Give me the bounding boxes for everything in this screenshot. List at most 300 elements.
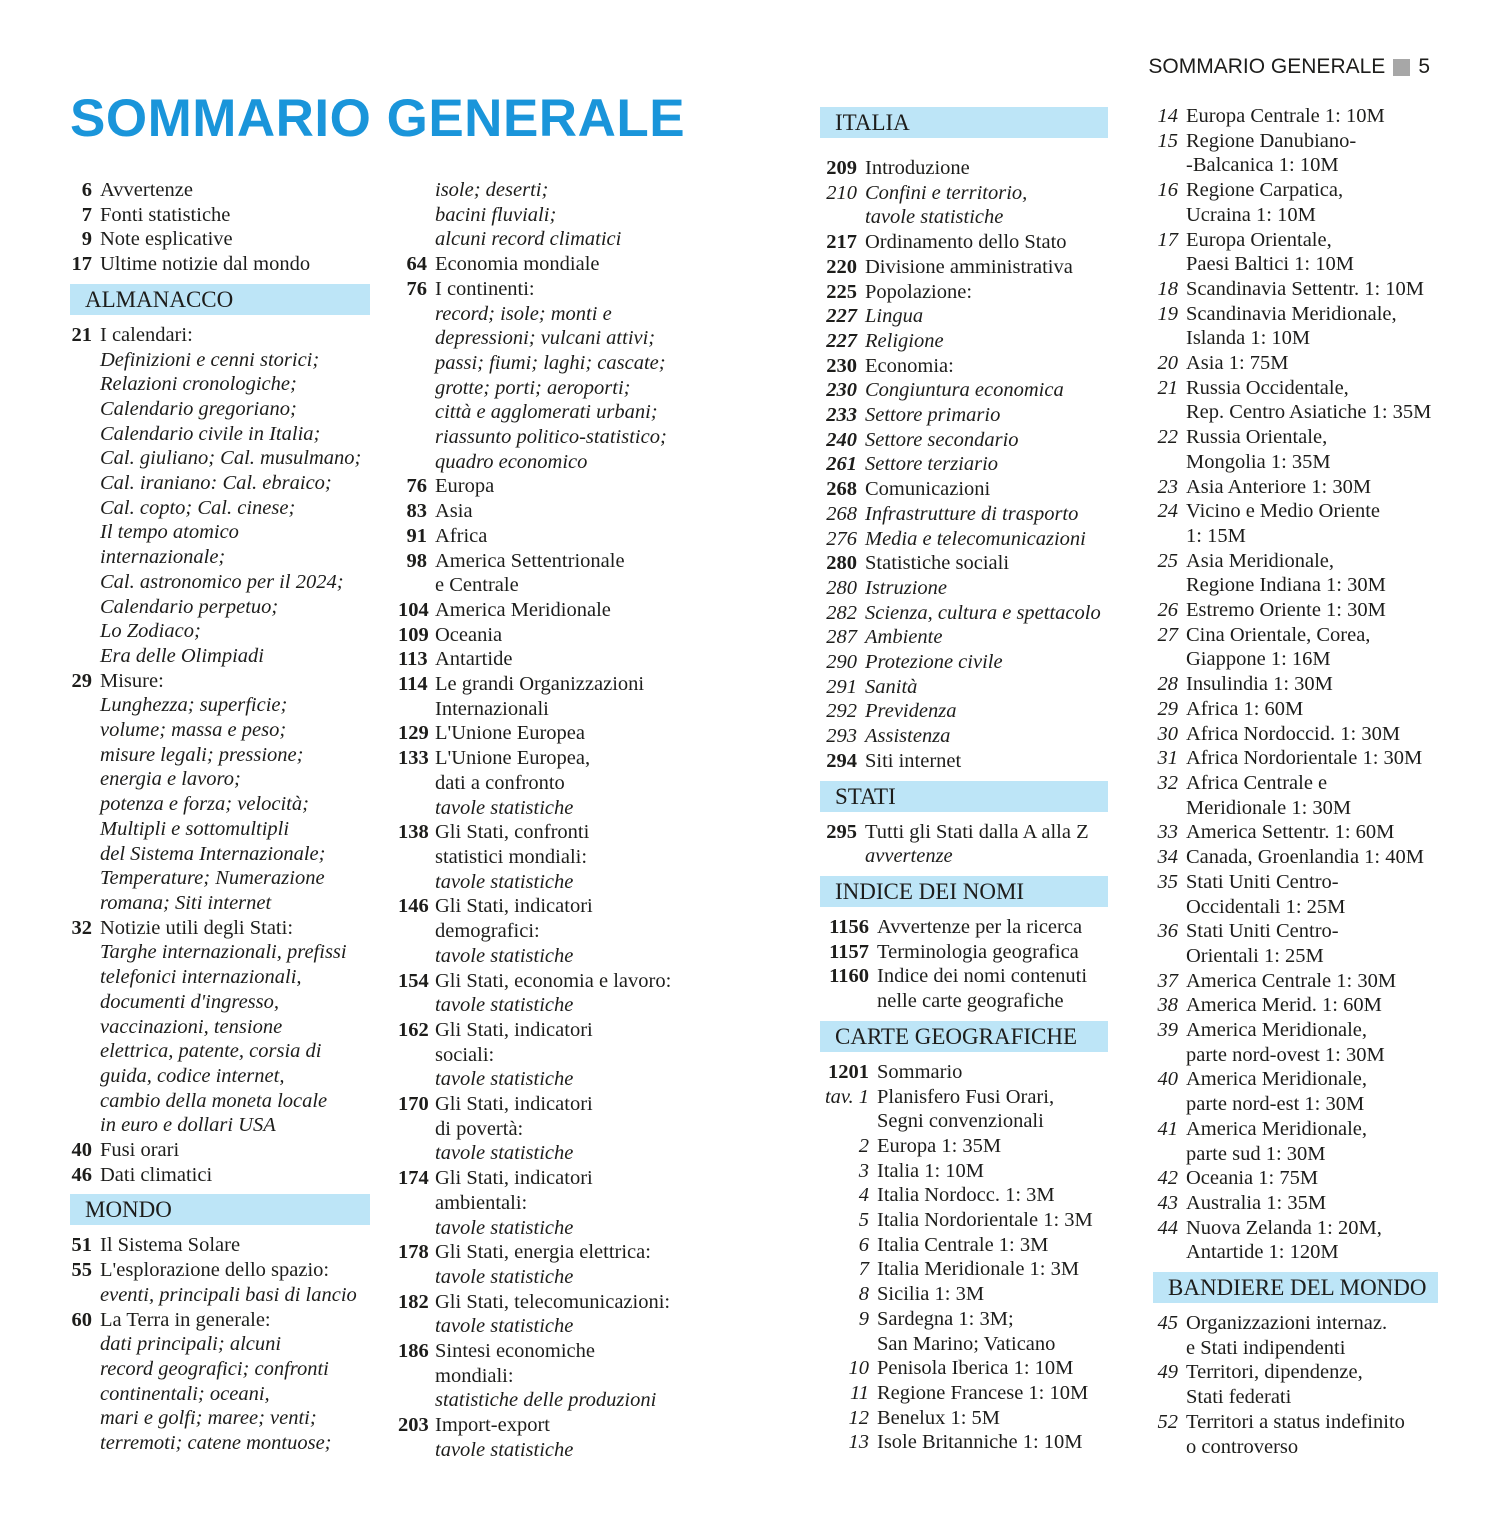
entry-title: Assistenza: [865, 725, 951, 748]
entry-title: Africa Centrale e: [1186, 771, 1328, 794]
entry-subtopics: Cal. astronomico per il 2024;: [100, 570, 344, 593]
toc-entry-continuation: [1153, 153, 1438, 178]
entry-indent-spacer: [398, 845, 435, 870]
toc-entry: [820, 156, 1108, 181]
entry-continuation-text: parte sud 1: 30M: [1186, 1142, 1326, 1165]
entry-indent-spacer: [398, 697, 435, 722]
entry-page-number: 14: [1157, 105, 1178, 127]
entry-page-number: 113: [398, 648, 428, 671]
toc-entry-continuation: [1153, 796, 1438, 821]
entry-title: L'Unione Europea: [435, 722, 585, 745]
entry-subtopics: tavole statistiche: [435, 1142, 574, 1165]
entry-page-number: 1156: [829, 915, 869, 938]
toc-entry: [820, 1159, 1108, 1184]
entry-page-number: 29: [71, 669, 92, 692]
toc-entry: [398, 623, 698, 648]
entry-page-number: 220: [826, 255, 857, 278]
entry-page-number: 261: [826, 453, 857, 476]
toc-entry: [70, 252, 370, 277]
entry-page-number: 129: [398, 722, 429, 745]
entry-title: Russia Orientale,: [1186, 426, 1328, 449]
entry-page-number: 109: [398, 623, 429, 646]
toc-entry-continuation: [1153, 524, 1438, 549]
entry-page-number: 6: [81, 179, 92, 201]
toc-entry: [398, 598, 698, 623]
toc-entry: [1153, 425, 1438, 450]
entry-page-number: 6: [858, 1233, 869, 1256]
toc-entry: [1153, 1067, 1438, 1092]
entry-page-number: 91: [406, 524, 427, 547]
section-header: STATI: [820, 781, 1108, 812]
toc-entry: [1153, 1216, 1438, 1241]
entry-title: Oceania 1: 75M: [1186, 1167, 1319, 1190]
entry-title: Gli Stati, telecomunicazioni:: [435, 1290, 671, 1313]
toc-entry: [1153, 1117, 1438, 1142]
entry-page-number: 23: [1157, 475, 1178, 498]
entry-title: Import-export: [435, 1414, 550, 1437]
entry-title: Regione Carpatica,: [1186, 179, 1344, 202]
toc-entry: [820, 1406, 1108, 1431]
entry-page-number: 280: [826, 552, 857, 575]
entry-subtopics: quadro economico: [435, 450, 588, 473]
entry-indent-spacer: [398, 1191, 435, 1216]
entry-page-number: 268: [826, 502, 857, 525]
entry-title: Italia 1: 10M: [877, 1159, 985, 1182]
entry-page-number: 287: [826, 626, 857, 649]
entry-page-number: 33: [1157, 821, 1178, 844]
toc-entry: [398, 1290, 698, 1315]
toc-entry: [820, 576, 1108, 601]
entry-subtopics: Il tempo atomico: [100, 521, 239, 544]
entry-page-number: 49: [1157, 1361, 1178, 1384]
entry-subtopics: tavole statistiche: [435, 796, 574, 819]
entry-title: Stati Uniti Centro-: [1186, 920, 1339, 943]
square-marker-icon: [1393, 59, 1410, 76]
section-header: ALMANACCO: [70, 284, 370, 315]
entry-page-number: 25: [1157, 549, 1178, 572]
column-3: [820, 100, 1108, 1455]
toc-entry: [398, 820, 698, 845]
entry-page-number: 209: [826, 157, 857, 179]
section-header: INDICE DEI NOMI: [820, 876, 1108, 907]
entry-title: La Terra in generale:: [100, 1308, 271, 1331]
entry-title: America Meridionale,: [1186, 1117, 1368, 1140]
entry-title: Territori, dipendenze,: [1186, 1361, 1363, 1384]
entry-page-number: 29: [1157, 697, 1178, 720]
entry-page-number: 162: [398, 1018, 429, 1041]
entry-indent-spacer: [1153, 647, 1186, 672]
entry-continuation-text: Meridionale 1: 30M: [1186, 796, 1352, 819]
entry-page-number: 40: [71, 1139, 92, 1162]
entry-page-number: 8: [858, 1283, 869, 1306]
entry-title: Stati Uniti Centro-: [1186, 870, 1339, 893]
entry-title: Europa 1: 35M: [877, 1134, 1002, 1157]
toc-entry: [820, 650, 1108, 675]
entry-indent-spacer: [1153, 524, 1186, 549]
toc-entry: [398, 1018, 698, 1043]
toc-entry: [820, 1233, 1108, 1258]
entry-subtopics: Targhe internazionali, prefissi: [100, 941, 347, 964]
entry-page-number: 44: [1157, 1216, 1178, 1239]
entry-continuation-text: ambientali:: [435, 1191, 528, 1214]
entry-subtopics: potenza e forza; velocità;: [100, 793, 309, 816]
entry-subtopics: riassunto politico-statistico;: [435, 426, 667, 449]
entry-page-number: 294: [826, 749, 857, 772]
entry-continuation-text: nelle carte geografiche: [877, 990, 1064, 1013]
entry-page-number: 83: [406, 500, 427, 523]
entry-indent-spacer: [398, 919, 435, 944]
entry-continuation-text: -Balcanica 1: 10M: [1186, 154, 1339, 177]
toc-entry: [1153, 969, 1438, 994]
entry-subtopics: tavole statistiche: [435, 994, 574, 1017]
entry-page-number: 51: [71, 1234, 92, 1257]
toc-entry-continuation: [1153, 1043, 1438, 1068]
toc-entry: [398, 1092, 698, 1117]
toc-entry: [1153, 104, 1438, 129]
entry-title: Popolazione:: [865, 280, 973, 303]
entry-page-number: 46: [71, 1163, 92, 1186]
toc-entry: [1153, 302, 1438, 327]
continued-subtopics: isole; deserti;: [435, 179, 549, 201]
toc-entry: [398, 1413, 698, 1438]
entry-title: Territori a status indefinito: [1186, 1410, 1405, 1433]
entry-continuation-text: Segni convenzionali: [877, 1110, 1044, 1133]
entry-page-number: 182: [398, 1290, 429, 1313]
entry-title: Settore terziario: [865, 453, 999, 476]
toc-entry: [1153, 1191, 1438, 1216]
entry-title: Congiuntura economica: [865, 379, 1064, 402]
toc-entry: [1153, 228, 1438, 253]
entry-page-number: 3: [858, 1159, 869, 1182]
entry-subtopics: tavole statistiche: [435, 1216, 574, 1239]
entry-title: Oceania: [435, 623, 503, 646]
entry-title: Gli Stati, indicatori: [435, 1167, 593, 1190]
entry-indent-spacer: [1153, 153, 1186, 178]
entry-page-number: 26: [1157, 599, 1178, 622]
entry-title: Sanità: [865, 675, 918, 698]
entry-page-number: 13: [848, 1431, 869, 1454]
entry-title: Scienza, cultura e spettacolo: [865, 601, 1101, 624]
entry-subtopics: Lo Zodiaco;: [100, 620, 201, 643]
entry-title: Fonti statistiche: [100, 203, 231, 226]
entry-page-number: 28: [1157, 673, 1178, 696]
toc-entry: [1153, 178, 1438, 203]
entry-subtopics: in euro e dollari USA: [100, 1114, 276, 1137]
toc-entry: [398, 672, 698, 697]
entry-subtopics: tavole statistiche: [865, 206, 1004, 229]
toc-entry: [70, 178, 370, 203]
entry-continuation-text: Mongolia 1: 35M: [1186, 450, 1331, 473]
toc-entry: [820, 749, 1108, 774]
continued-subtopics: alcuni record climatici: [435, 228, 622, 251]
entry-title: America Meridionale,: [1186, 1068, 1368, 1091]
entry-title: Siti internet: [865, 749, 962, 772]
entry-title: Organizzazioni internaz.: [1186, 1312, 1388, 1335]
entry-title: Fusi orari: [100, 1139, 180, 1162]
entry-continuation-text: statistici mondiali:: [435, 845, 588, 868]
entry-subtopics: tavole statistiche: [435, 870, 574, 893]
entry-continuation-text: Regione Indiana 1: 30M: [1186, 574, 1386, 597]
entry-page-number: 35: [1157, 870, 1178, 893]
entry-page-number: 170: [398, 1093, 429, 1116]
section-header: ITALIA: [820, 107, 1108, 138]
toc-entry-continuation: [1153, 450, 1438, 475]
toc-entry: [820, 601, 1108, 626]
entry-continuation-text: parte nord-est 1: 30M: [1186, 1093, 1365, 1116]
section-header: MONDO: [70, 1194, 370, 1225]
toc-entry: [398, 277, 698, 302]
page-title: SOMMARIO GENERALE: [70, 89, 686, 148]
entry-indent-spacer: [1153, 944, 1186, 969]
toc-entry: [820, 304, 1108, 329]
entry-indent-spacer: [1153, 203, 1186, 228]
entry-subtopics: Cal. copto; Cal. cinese;: [100, 496, 296, 519]
entry-subtopics: Cal. iraniano: Cal. ebraico;: [100, 472, 332, 495]
entry-title: Economia:: [865, 354, 954, 377]
entry-page-number: 41: [1157, 1117, 1178, 1140]
entry-title: Statistiche sociali: [865, 552, 1010, 575]
entry-title: Terminologia geografica: [877, 940, 1079, 963]
entry-continuation-text: Ucraina 1: 10M: [1186, 203, 1316, 226]
toc-entry: [1153, 623, 1438, 648]
toc-entry: [820, 820, 1108, 845]
entry-page-number: 291: [826, 675, 857, 698]
entry-subtopics: Cal. giuliano; Cal. musulmano;: [100, 447, 362, 470]
entry-title: Previdenza: [865, 700, 957, 723]
entry-subtopics: depressioni; vulcani attivi;: [435, 327, 656, 350]
toc-entry-continuation: [1153, 203, 1438, 228]
entry-title: Vicino e Medio Oriente: [1186, 500, 1381, 523]
entry-title: Regione Francese 1: 10M: [877, 1381, 1089, 1404]
entry-subtopics: misure legali; pressione;: [100, 743, 304, 766]
entry-continuation-text: o controverso: [1186, 1435, 1299, 1458]
entry-title: Misure:: [100, 669, 164, 692]
toc-entry: [1153, 993, 1438, 1018]
toc-entry: [70, 1258, 370, 1283]
toc-entry: [820, 255, 1108, 280]
entry-title: Sardegna 1: 3M;: [877, 1307, 1014, 1330]
entry-page-number: 22: [1157, 426, 1178, 449]
entry-continuation-text: Stati federati: [1186, 1386, 1292, 1409]
entry-title: America Meridionale: [435, 598, 611, 621]
entry-subtopics: tavole statistiche: [435, 944, 574, 967]
toc-entry: [1153, 598, 1438, 623]
column-1: [70, 178, 370, 1456]
entry-title: Scandinavia Settentr. 1: 10M: [1186, 277, 1424, 300]
entry-page-number: 43: [1157, 1191, 1178, 1214]
entry-title: Insulindia 1: 30M: [1186, 673, 1333, 696]
entry-page-number: 52: [1157, 1410, 1178, 1433]
entry-page-number: 24: [1157, 500, 1178, 523]
entry-page-number: 37: [1157, 969, 1178, 992]
toc-entry: [1153, 376, 1438, 401]
entry-title: Africa 1: 60M: [1186, 697, 1304, 720]
entry-page-number: 2: [858, 1134, 869, 1157]
toc-entry: [820, 1134, 1108, 1159]
entry-indent-spacer: [398, 771, 435, 796]
entry-page-number: 9: [81, 228, 92, 251]
entry-indent-spacer: [398, 1043, 435, 1068]
entry-page-number: 268: [826, 478, 857, 501]
toc-entry: [820, 1060, 1108, 1085]
entry-subtopics: vaccinazioni, tensione: [100, 1015, 283, 1038]
toc-entry: [398, 1339, 698, 1364]
entry-indent-spacer: [1153, 895, 1186, 920]
entry-page-number: 227: [826, 329, 857, 352]
toc-entry: [820, 625, 1108, 650]
entry-title: Ultime notizie dal mondo: [100, 253, 311, 276]
entry-page-number: 280: [826, 576, 857, 599]
entry-subtopics: volume; massa e peso;: [100, 719, 287, 742]
entry-title: Canada, Groenlandia 1: 40M: [1186, 846, 1424, 869]
entry-title: Ambiente: [865, 626, 943, 649]
toc-entry: [70, 1138, 370, 1163]
toc-entry-continuation: [1153, 1240, 1438, 1265]
entry-continuation-text: Occidentali 1: 25M: [1186, 895, 1346, 918]
entry-page-number: 60: [71, 1308, 92, 1331]
entry-indent-spacer: [1153, 796, 1186, 821]
entry-indent-spacer: [1153, 1385, 1186, 1410]
toc-entry: [1153, 1410, 1438, 1435]
entry-title: Europa Centrale 1: 10M: [1186, 105, 1385, 127]
entry-title: Introduzione: [865, 157, 970, 179]
toc-entry: [1153, 1311, 1438, 1336]
entry-page-number: tav. 1: [824, 1085, 869, 1108]
entry-subtopics: dati principali; alcuni: [100, 1333, 282, 1356]
entry-indent-spacer: [1153, 1435, 1186, 1460]
entry-title: Italia Centrale 1: 3M: [877, 1233, 1049, 1256]
entry-indent-spacer: [398, 1117, 435, 1142]
toc-entry: [820, 1085, 1108, 1110]
toc-entry: [1153, 1018, 1438, 1043]
entry-title: Cina Orientale, Corea,: [1186, 623, 1371, 646]
section-header: CARTE GEOGRAFICHE: [820, 1021, 1108, 1052]
entry-subtopics: passi; fiumi; laghi; cascate;: [435, 351, 666, 374]
entry-title: Africa: [435, 524, 488, 547]
entry-title: Gli Stati, economia e lavoro:: [435, 969, 672, 992]
entry-page-number: 293: [826, 725, 857, 748]
toc-entry: [820, 699, 1108, 724]
entry-continuation-text: Paesi Baltici 1: 10M: [1186, 253, 1354, 276]
entry-page-number: 17: [1157, 228, 1178, 251]
entry-page-number: 21: [1157, 376, 1178, 399]
entry-subtopics: tavole statistiche: [435, 1315, 574, 1338]
entry-page-number: 19: [1157, 302, 1178, 325]
entry-subtopics: Multipli e sottomultipli: [100, 817, 290, 840]
entry-subtopics: terremoti; catene montuose;: [100, 1432, 332, 1455]
entry-title: Avvertenze: [100, 179, 193, 201]
toc-entry: [820, 964, 1108, 989]
entry-indent-spacer: [1153, 1043, 1186, 1068]
toc-entry: [1153, 277, 1438, 302]
toc-entry-continuation: [1153, 252, 1438, 277]
entry-indent-spacer: [820, 989, 877, 1014]
entry-title: Infrastrutture di trasporto: [865, 502, 1079, 525]
entry-title: Settore secondario: [865, 428, 1019, 451]
entry-subtopics: tavole statistiche: [435, 1438, 574, 1461]
toc-entry-continuation: [398, 1117, 698, 1142]
entry-page-number: 16: [1157, 179, 1178, 202]
continued-subtopics: bacini fluviali;: [435, 203, 557, 226]
entry-title: Africa Nordorientale 1: 30M: [1186, 747, 1423, 770]
toc-entry-continuation: [398, 919, 698, 944]
entry-page-number: 230: [826, 379, 857, 402]
entry-subtopics: Temperature; Numerazione: [100, 867, 325, 890]
toc-entry: [1153, 746, 1438, 771]
entry-title: Sicilia 1: 3M: [877, 1283, 985, 1306]
entry-page-number: 138: [398, 821, 429, 844]
entry-title: Gli Stati, indicatori: [435, 895, 593, 918]
entry-page-number: 5: [858, 1209, 869, 1232]
toc-entry: [70, 227, 370, 252]
entry-title: Asia Meridionale,: [1186, 549, 1335, 572]
entry-title: Planisfero Fusi Orari,: [877, 1085, 1055, 1108]
entry-continuation-text: Orientali 1: 25M: [1186, 944, 1324, 967]
entry-subtopics: record; isole; monti e: [435, 302, 612, 325]
entry-title: L'Unione Europea,: [435, 747, 591, 770]
entry-title: Africa Nordoccid. 1: 30M: [1186, 722, 1401, 745]
toc-entry: [820, 940, 1108, 965]
entry-page-number: 233: [826, 404, 857, 427]
entry-continuation-text: dati a confronto: [435, 771, 565, 794]
entry-title: Scandinavia Meridionale,: [1186, 302, 1397, 325]
toc-entry-continuation: [398, 1364, 698, 1389]
entry-title: Il Sistema Solare: [100, 1234, 241, 1257]
toc-entry-continuation: [1153, 400, 1438, 425]
entry-title: Asia: [435, 500, 473, 523]
entry-page-number: 32: [1157, 771, 1178, 794]
toc-entry-continuation: [1153, 326, 1438, 351]
entry-page-number: 30: [1157, 722, 1178, 745]
toc-entry-continuation: [820, 989, 1108, 1014]
entry-indent-spacer: [1153, 573, 1186, 598]
toc-entry: [820, 477, 1108, 502]
toc-entry: [398, 1240, 698, 1265]
entry-title: Asia 1: 75M: [1186, 352, 1289, 375]
entry-title: Europa: [435, 475, 495, 498]
entry-page-number: 12: [848, 1406, 869, 1429]
entry-page-number: 39: [1157, 1019, 1178, 1042]
entry-title: Italia Meridionale 1: 3M: [877, 1258, 1080, 1281]
entry-page-number: 210: [826, 181, 857, 204]
toc-entry: [820, 452, 1108, 477]
entry-subtopics: Calendario gregoriano;: [100, 397, 297, 420]
toc-entry: [1153, 820, 1438, 845]
entry-continuation-text: San Marino; Vaticano: [877, 1332, 1056, 1355]
toc-entry: [398, 721, 698, 746]
toc-entry: [398, 894, 698, 919]
toc-entry: [1153, 919, 1438, 944]
toc-entry: [398, 969, 698, 994]
entry-title: America Settentrionale: [435, 549, 625, 572]
toc-entry: [398, 524, 698, 549]
entry-indent-spacer: [1153, 252, 1186, 277]
entry-subtopics: eventi, principali basi di lancio: [100, 1283, 357, 1306]
entry-indent-spacer: [820, 1332, 877, 1357]
toc-entry: [70, 323, 370, 348]
entry-title: Sintesi economiche: [435, 1340, 595, 1363]
entry-page-number: 18: [1157, 277, 1178, 300]
toc-entry: [398, 252, 698, 277]
toc-entry: [398, 746, 698, 771]
entry-title: Italia Nordorientale 1: 3M: [877, 1209, 1093, 1232]
toc-entry: [70, 1233, 370, 1258]
toc-entry: [820, 428, 1108, 453]
entry-page-number: 40: [1157, 1068, 1178, 1091]
entry-title: Economia mondiale: [435, 253, 600, 276]
entry-title: Le grandi Organizzazioni: [435, 673, 645, 696]
toc-entry: [820, 1356, 1108, 1381]
